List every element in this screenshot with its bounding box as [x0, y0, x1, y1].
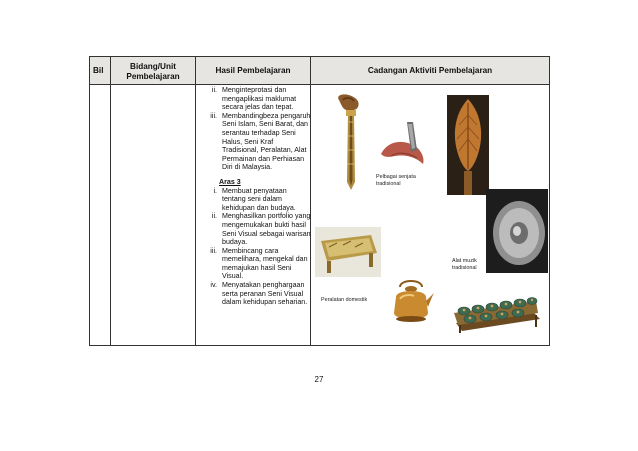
- gong-photo: [486, 189, 548, 273]
- column-divider: [195, 57, 196, 345]
- item-text: Membincang cara memelihara, mengekal dan memajukan hasil Seni Visual.: [222, 246, 308, 281]
- aras3-item: [199, 281, 311, 307]
- header-hasil: Hasil Pembelajaran: [215, 66, 291, 75]
- item-number: iii.: [210, 111, 217, 120]
- hasil-item: [199, 86, 311, 112]
- hasil-item: [199, 112, 311, 172]
- item-text: Menginteprotasi dan mengaplikasi maklumat secara jelas dan tepat.: [222, 86, 297, 112]
- aras3-item: [199, 247, 311, 281]
- weapon-photo: [377, 116, 431, 168]
- hasil-content: [199, 86, 311, 307]
- domestic-tray-photo: [315, 227, 381, 277]
- table-header-row: [90, 57, 549, 85]
- item-text: Menyatakan penghargaan serta peranan Seni Visual dalam kehidupan seharian.: [222, 281, 308, 307]
- header-bil: Bil: [93, 66, 104, 75]
- item-number: iv.: [210, 281, 217, 290]
- gamelan-photo: [450, 283, 544, 333]
- aras-3-heading: Aras 3: [219, 177, 241, 186]
- aras3-item: [199, 212, 311, 246]
- kettle-photo: [386, 277, 436, 325]
- caption-muzik: Alat muzik tradisional: [452, 258, 477, 271]
- item-text: Membandingbeza pengaruh Seni Islam, Seni Barat, dan serantau terhadap Seni Halus, Seni Kraf Tradisional, Peralatan, Alat Permainan dan Perhiasan Diri di Malaysia.: [222, 111, 311, 172]
- item-number: i.: [213, 186, 217, 195]
- column-divider: [110, 57, 111, 345]
- spearhead-photo: [447, 95, 489, 195]
- page-number: 27: [314, 375, 324, 384]
- header-bidang: Bidang/Unit Pembelajaran: [126, 62, 180, 81]
- item-number: ii.: [211, 86, 217, 94]
- caption-senjata: Pelbagai senjata tradisional: [376, 174, 416, 187]
- aras3-item: [199, 187, 311, 213]
- item-number: ii.: [211, 212, 217, 221]
- item-text: Menghasilkan portfolio yang mengemukakan bukti hasil Seni Visual sebagai warisan budaya.: [222, 212, 311, 247]
- keris-photo: [333, 92, 367, 192]
- caption-domestik: Peralatan domestik: [321, 297, 368, 303]
- item-text: Membuat penyataan tentang seni dalam kehidupan dan budaya.: [222, 186, 296, 212]
- header-cadangan: Cadangan Aktiviti Pembelajaran: [367, 66, 493, 75]
- item-number: iii.: [210, 246, 217, 255]
